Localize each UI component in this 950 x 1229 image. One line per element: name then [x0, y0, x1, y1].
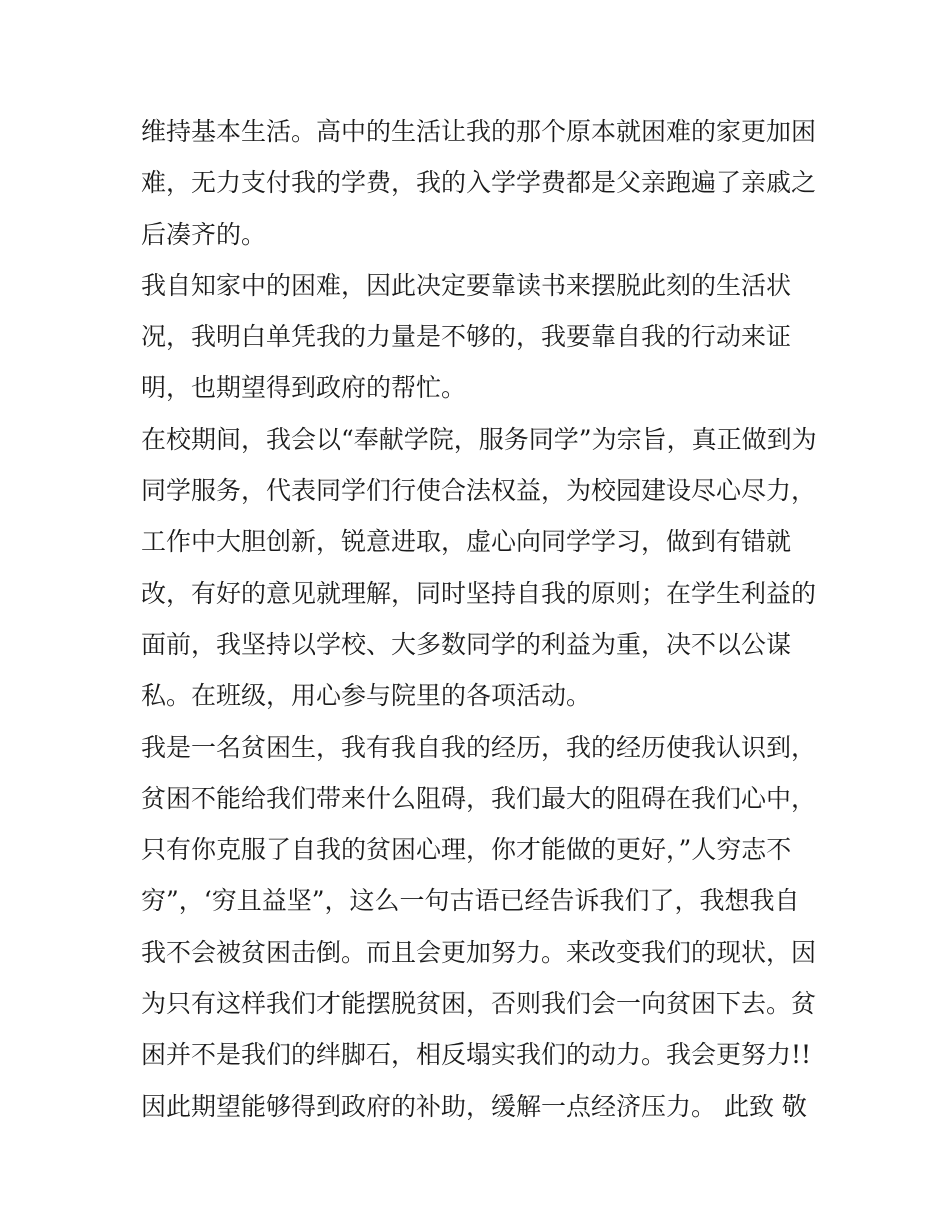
text-line: 私。在班级，用心参与院里的各项活动。	[141, 681, 592, 711]
text-line: 难，无力支付我的学费，我的入学学费都是父亲跑遍了亲戚之	[141, 168, 817, 198]
text-line: 维持基本生活。高中的生活让我的那个原本就困难的家更加困	[141, 117, 817, 146]
text-line: 况，我明白单凭我的力量是不够的，我要靠自我的行动来证	[141, 322, 792, 352]
text-line: 工作中大胆创新，锐意进取，虚心向同学学习，做到有错就	[141, 527, 792, 557]
text-line: 我不会被贫困击倒。而且会更加努力。来改变我们的现状，因	[141, 937, 817, 967]
text-line: 困并不是我们的绊脚石，相反塌实我们的动力。我会更努力!!	[141, 1040, 812, 1070]
text-line: 在校期间，我会以“奉献学院，服务同学”为宗旨，真正做到为	[141, 424, 817, 454]
text-line: 因此期望能够得到政府的补助，缓解一点经济压力。 此致 敬	[141, 1091, 807, 1121]
document-body	[141, 106, 821, 1132]
text-line: 只有你克服了自我的贫困心理，你才能做的更好，”人穷志不	[141, 835, 792, 865]
text-line: 同学服务，代表同学们行使合法权益，为校园建设尽心尽力，	[141, 476, 817, 506]
text-line: 明，也期望得到政府的帮忙。	[141, 373, 467, 403]
text-line: 面前，我坚持以学校、大多数同学的利益为重，决不以公谋	[141, 629, 792, 659]
text-line: 穷”，‘穷且益坚”，这么一句古语已经告诉我们了，我想我自	[141, 886, 800, 916]
text-line: 我自知家中的困难，因此决定要靠读书来摆脱此刻的生活状	[141, 270, 792, 300]
text-line: 为只有这样我们才能摆脱贫困，否则我们会一向贫困下去。贫	[141, 989, 817, 1019]
text-line: 改，有好的意见就理解，同时坚持自我的原则；在学生利益的	[141, 578, 817, 608]
text-line: 后凑齐的。	[141, 219, 267, 249]
text-line: 贫困不能给我们带来什么阻碍，我们最大的阻碍在我们心中，	[141, 783, 817, 813]
text-line: 我是一名贫困生，我有我自我的经历，我的经历使我认识到，	[141, 732, 817, 762]
